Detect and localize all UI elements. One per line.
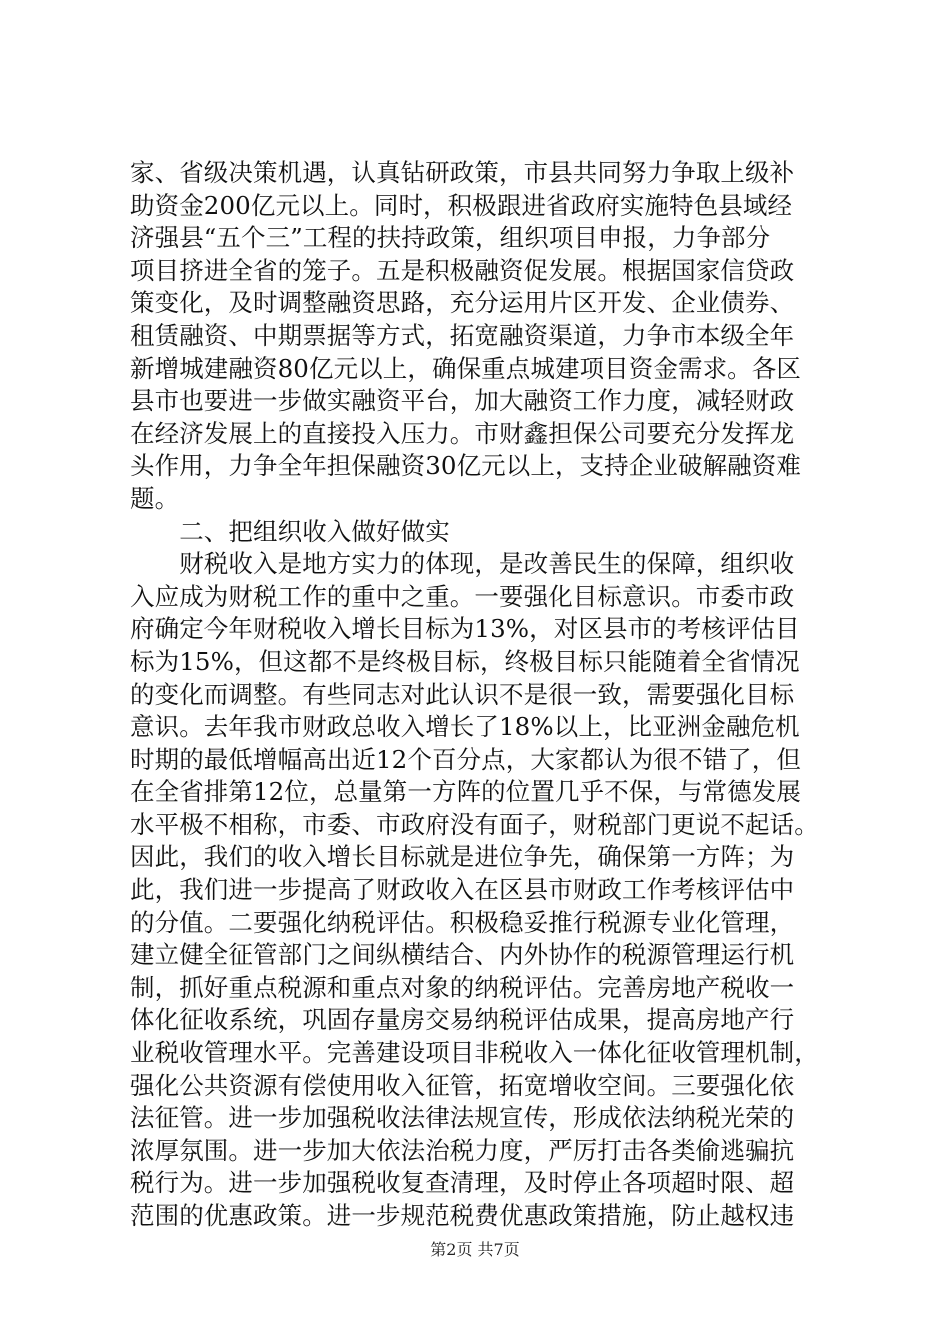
text-line: 入应成为财税工作的重中之重。一要强化目标意识。市委市政: [130, 581, 795, 611]
text-line: 府确定今年财税收入增长目标为13%，对区县市的考核评估目: [130, 614, 800, 644]
document-body: [130, 157, 830, 1233]
text-line: 业税收管理水平。完善建设项目非税收入一体化征收管理机制，: [130, 1038, 819, 1068]
page-footer: 第2页 共7页: [430, 1240, 520, 1259]
text-line: 财税收入是地方实力的体现，是改善民生的保障，组织收: [130, 549, 795, 579]
text-line: 因此，我们的收入增长目标就是进位争先，确保第一方阵；为: [130, 842, 795, 872]
text-line: 策变化，及时调整融资思路，充分运用片区开发、企业债券、: [130, 288, 795, 318]
text-line: 项目挤进全省的笼子。五是积极融资促发展。根据国家信贷政: [130, 255, 795, 285]
text-line: 标为15%，但这都不是终极目标，终极目标只能随着全省情况: [130, 646, 800, 676]
text-line: 建立健全征管部门之间纵横结合、内外协作的税源管理运行机: [130, 940, 795, 970]
text-line: 在经济发展上的直接投入压力。市财鑫担保公司要充分发挥龙: [130, 418, 795, 448]
text-line: 体化征收系统，巩固存量房交易纳税评估成果，提高房地产行: [130, 1005, 795, 1035]
text-line: 济强县“五个三”工程的扶持政策，组织项目申报，力争部分: [130, 223, 771, 253]
text-line: 租赁融资、中期票据等方式，拓宽融资渠道，力争市本级全年: [130, 320, 795, 350]
text-line: 时期的最低增幅高出近12个百分点，大家都认为很不错了，但: [130, 744, 801, 774]
text-line: 浓厚氛围。进一步加大依法治税力度，严厉打击各类偷逃骗抗: [130, 1135, 795, 1165]
text-line: 新增城建融资80亿元以上，确保重点城建项目资金需求。各区: [130, 353, 801, 383]
text-line: 县市也要进一步做实融资平台，加大融资工作力度，减轻财政: [130, 386, 795, 416]
text-line: 题。: [130, 483, 180, 513]
text-line: 在全省排第12位，总量第一方阵的位置几乎不保，与常德发展: [130, 777, 801, 807]
text-line: 二、把组织收入做好做实: [130, 516, 450, 546]
text-line: 家、省级决策机遇，认真钻研政策，市县共同努力争取上级补: [130, 158, 795, 187]
text-line: 强化公共资源有偿使用收入征管，拓宽增收空间。三要强化依: [130, 1070, 795, 1100]
text-line: 助资金200亿元以上。同时，积极跟进省政府实施特色县域经: [130, 190, 793, 220]
text-line: 意识。去年我市财政总收入增长了18%以上，比亚洲金融危机: [130, 712, 800, 742]
text-line: 的变化而调整。有些同志对此认识不是很一致，需要强化目标: [130, 679, 795, 709]
text-line: 范围的优惠政策。进一步规范税费优惠政策措施，防止越权违: [130, 1201, 795, 1230]
text-line: 头作用，力争全年担保融资30亿元以上，支持企业破解融资难: [130, 451, 801, 481]
text-line: 税行为。进一步加强税收复查清理，及时停止各项超时限、超: [130, 1168, 795, 1198]
text-line: 制，抓好重点税源和重点对象的纳税评估。完善房地产税收一: [130, 972, 795, 1002]
text-line: 此，我们进一步提高了财政收入在区县市财政工作考核评估中: [130, 875, 795, 905]
text-line: 的分值。二要强化纳税评估。积极稳妥推行税源专业化管理，: [130, 907, 795, 937]
text-line: 法征管。进一步加强税收法律法规宣传，形成依法纳税光荣的: [130, 1103, 795, 1133]
text-line: 水平极不相称，市委、市政府没有面子，财税部门更说不起话。: [130, 809, 819, 839]
